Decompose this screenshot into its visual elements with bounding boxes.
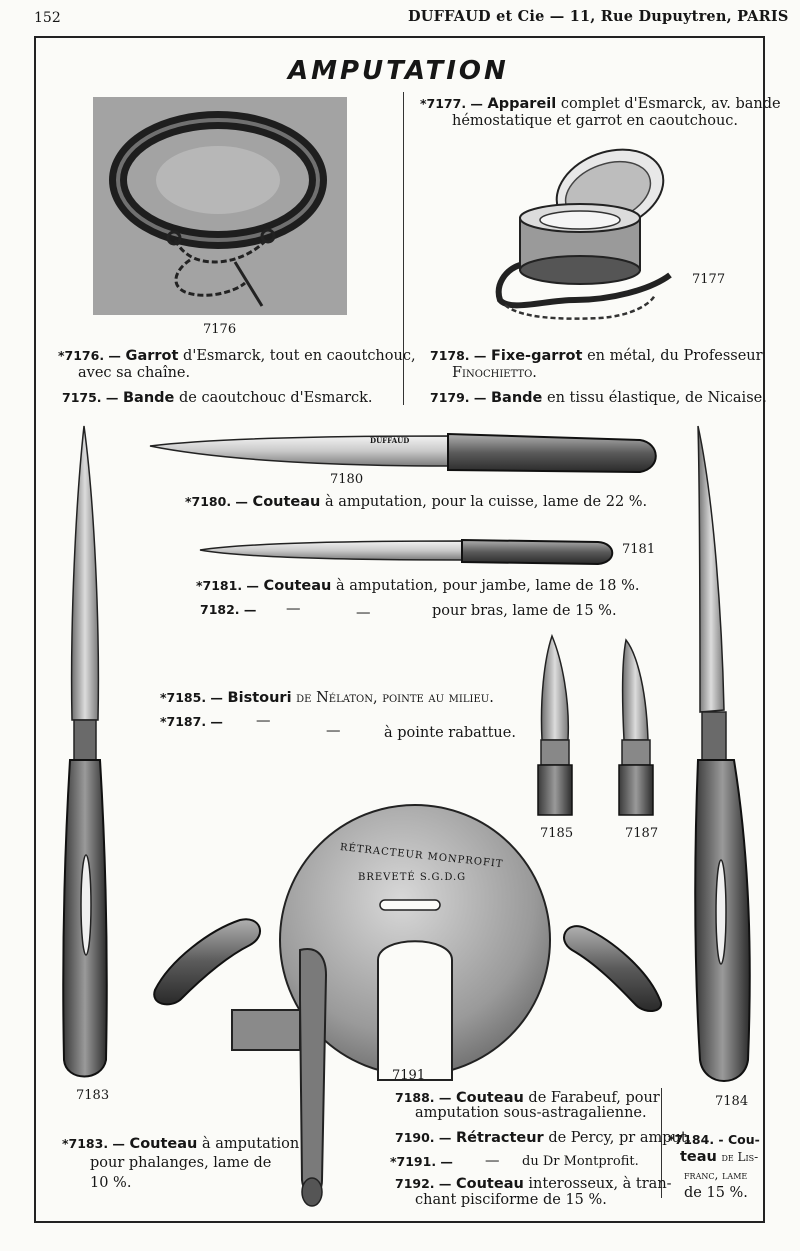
item-description: de Percy, pr amput. (548, 1130, 692, 1146)
catalog-entry-7179 (430, 388, 767, 408)
item-number: 7188. — (395, 1090, 452, 1105)
catalog-entry-7184 (668, 1130, 760, 1150)
item-number: 7192. — (395, 1176, 452, 1191)
catalog-entry-7178-line2: Finochietto. (452, 365, 537, 381)
figure-label-7180: 7180 (330, 472, 364, 487)
item-term: Bande (491, 390, 543, 406)
retractor-engraving-line1: RÉTRACTEUR MONPROFIT (339, 842, 504, 871)
catalog-entry-7192-line2: chant pisciforme de 15 %. (415, 1192, 607, 1208)
item-description: à amputation, pour la cuisse, lame de 22 %. (324, 494, 648, 510)
catalog-entry-7181 (196, 576, 639, 596)
catalog-entry-7183-line2: pour phalanges, lame de (90, 1155, 272, 1171)
item-term: Appareil (487, 96, 557, 112)
item-description: en tissu élastique, de Nicaise. (546, 390, 767, 406)
item-term: Bistouri (227, 690, 292, 706)
item-number: 7178. — (430, 348, 487, 363)
catalog-entry-7175 (62, 388, 373, 408)
item-description: de Nélaton, pointe au milieu. (296, 690, 494, 706)
item-number: 7175. — (62, 390, 119, 405)
catalog-entry-7184-line3: franc, lame (684, 1168, 748, 1182)
item-term: teau (680, 1149, 717, 1165)
catalog-entry-7182 (200, 600, 256, 620)
item-description: interosseux, à tran- (528, 1176, 672, 1192)
publisher-header: DUFFAUD et Cie — 11, Rue Dupuytren, PARIS (408, 8, 789, 25)
item-number: *7181. — (196, 578, 259, 593)
figure-label-7176: 7176 (203, 322, 237, 337)
item-number: *7185. — (160, 690, 223, 705)
appareil-esmarck-illustration (499, 135, 675, 318)
catalog-entry-7180 (185, 492, 647, 512)
item-term: Couteau (129, 1136, 198, 1152)
page-title: AMPUTATION (288, 56, 509, 86)
catalog-entry-7188-line2: amputation sous-astragalienne. (415, 1105, 647, 1121)
figure-label-7177: 7177 (692, 272, 726, 287)
garrot-esmarck-illustration (93, 97, 347, 315)
item-term: Couteau (252, 494, 321, 510)
retractor-engraving-line2: BREVETÉ S.G.D.G (358, 872, 467, 883)
ditto-dash: — (485, 1153, 500, 1169)
couteau-7183-illustration (63, 426, 107, 1077)
figure-label-7181: 7181 (622, 542, 656, 557)
item-number: *7177. — (420, 96, 483, 111)
item-number: *7184. - Cou- (668, 1132, 760, 1147)
item-description: de Farabeuf, pour (528, 1090, 660, 1106)
figure-label-7187: 7187 (625, 826, 659, 841)
catalog-entry-7183-line3: 10 %. (90, 1175, 132, 1191)
item-term: Couteau (456, 1090, 524, 1106)
item-number: *7183. — (62, 1136, 125, 1151)
item-number: 7179. — (430, 390, 487, 405)
catalog-entry-7176 (58, 346, 416, 366)
item-number: 7190. — (395, 1130, 452, 1145)
item-description: de caoutchouc d'Esmarck. (178, 390, 373, 406)
catalog-entry-7187 (160, 712, 223, 732)
item-term: Bande (123, 390, 175, 406)
ditto-dash: — (256, 713, 271, 729)
catalog-entry-7177-line2: hémostatique et garrot en caoutchouc. (452, 113, 739, 129)
item-description: à amputation, pour jambe, lame de 18 %. (335, 578, 640, 594)
item-number: 7182. — (200, 602, 257, 617)
item-description: d'Esmarck, tout en caoutchouc, (183, 348, 416, 364)
catalog-entry-7184-line2 (680, 1148, 758, 1167)
figure-label-7184: 7184 (715, 1094, 749, 1109)
catalog-entry-7183 (62, 1134, 299, 1154)
item-number: *7191. — (390, 1154, 453, 1169)
couteau-7184-illustration (695, 426, 750, 1081)
ditto-dash: — (286, 601, 301, 617)
item-number: *7176. — (58, 348, 121, 363)
figure-label-7185: 7185 (540, 826, 574, 841)
catalog-entry-7178 (430, 346, 763, 366)
ditto-dash: — (356, 605, 371, 621)
catalog-entry-7187-text: à pointe rabattue. (384, 725, 516, 741)
item-description: complet d'Esmarck, av. bande (560, 96, 781, 112)
page-number: 152 (34, 10, 61, 26)
catalog-entry-7191 (390, 1152, 453, 1172)
catalog-entry-7184-line4: de 15 %. (684, 1185, 748, 1201)
figure-label-7183: 7183 (76, 1088, 110, 1103)
catalog-entry-7185 (160, 688, 494, 708)
item-description: en métal, du Professeur (587, 348, 763, 364)
catalog-entry-7182-text: pour bras, lame de 15 %. (432, 603, 617, 619)
catalog-entry-7190 (395, 1128, 691, 1148)
item-number: *7180. — (185, 494, 248, 509)
item-description: de Lis- (721, 1150, 759, 1164)
item-term: Fixe-garrot (491, 348, 583, 364)
bistouri-7185-illustration (538, 636, 572, 815)
brand-mark-7180: DUFFAUD (370, 436, 410, 445)
item-description: à amputation (201, 1136, 300, 1152)
ditto-dash: — (326, 723, 341, 739)
item-number: *7187. — (160, 714, 223, 729)
item-term: Rétracteur (456, 1130, 544, 1146)
catalog-entry-7177 (420, 94, 781, 114)
catalog-entry-7176-line2: avec sa chaîne. (78, 365, 191, 381)
item-term: Couteau (263, 578, 332, 594)
bistouri-7187-illustration (619, 640, 653, 815)
catalog-entry-7191-text: du Dr Montprofit. (522, 1154, 639, 1169)
item-term: Couteau (456, 1176, 524, 1192)
couteau-7181-illustration (200, 540, 612, 564)
figure-label-7191: 7191 (392, 1068, 426, 1083)
item-term: Garrot (125, 348, 179, 364)
